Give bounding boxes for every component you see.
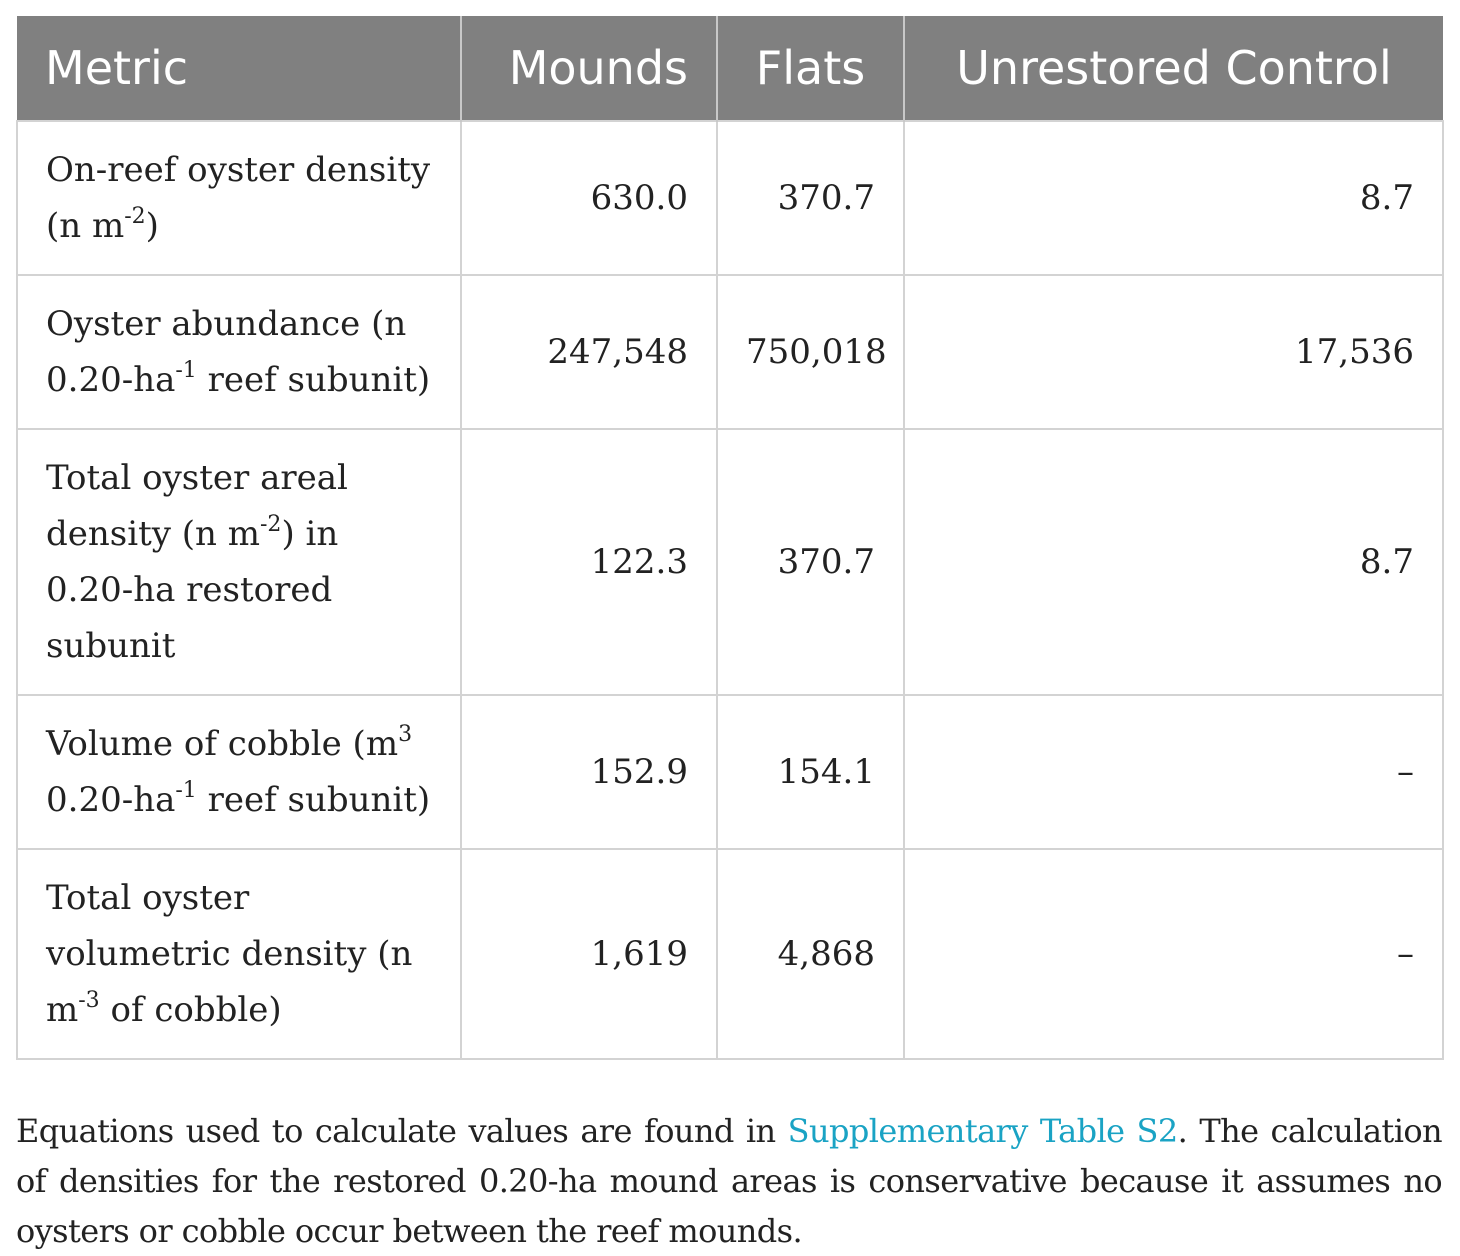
row-label: On-reef oyster density (n $m^{-2}$) bbox=[17, 121, 461, 275]
header-metric: Metric bbox=[17, 16, 461, 121]
table-footnote: Equations used to calculate values are found in Supplementary Table S2. The calculation of densities for the restored 0.20-ha mound areas is conservative because it assumes no oysters or cobble occur between the reef mounds. bbox=[16, 1112, 1443, 1250]
cell-mounds: 630.0 bbox=[461, 121, 717, 275]
header-flats: Flats bbox=[717, 16, 904, 121]
cell-flats: 370.7 bbox=[717, 429, 904, 695]
row-label: Total oyster areal density (n $m^{-2}$) in 0.20-ha restored subunit bbox=[17, 429, 461, 695]
table-row bbox=[17, 695, 1443, 849]
table-row bbox=[17, 275, 1443, 429]
table-header-row bbox=[17, 16, 1443, 121]
cell-mounds: 122.3 bbox=[461, 429, 717, 695]
cell-control: 17,536 bbox=[904, 275, 1443, 429]
table-row bbox=[17, 121, 1443, 275]
cell-control: – bbox=[904, 849, 1443, 1059]
cell-flats: 154.1 bbox=[717, 695, 904, 849]
cell-mounds: 1,619 bbox=[461, 849, 717, 1059]
row-label: Oyster abundance (n $0.20-ha^{-1}$ reef subunit) bbox=[17, 275, 461, 429]
supplementary-table-link[interactable]: Supplementary Table S2 bbox=[787, 1112, 1178, 1150]
table-row bbox=[17, 429, 1443, 695]
cell-control: 8.7 bbox=[904, 121, 1443, 275]
metrics-table bbox=[16, 16, 1444, 1060]
data-table-container bbox=[16, 16, 1442, 1060]
table-row bbox=[17, 849, 1443, 1059]
header-mounds: Mounds bbox=[461, 16, 717, 121]
cell-flats: 750,018 bbox=[717, 275, 904, 429]
cell-flats: 370.7 bbox=[717, 121, 904, 275]
row-label: Volume of cobble ($m^3$ $0.20-ha^{-1}$ reef subunit) bbox=[17, 695, 461, 849]
cell-mounds: 247,548 bbox=[461, 275, 717, 429]
cell-flats: 4,868 bbox=[717, 849, 904, 1059]
row-label: Total oyster volumetric density (n $m^{-3}$ of cobble) bbox=[17, 849, 461, 1059]
cell-control: – bbox=[904, 695, 1443, 849]
header-unrestored-control: Unrestored Control bbox=[904, 16, 1443, 121]
cell-mounds: 152.9 bbox=[461, 695, 717, 849]
cell-control: 8.7 bbox=[904, 429, 1443, 695]
